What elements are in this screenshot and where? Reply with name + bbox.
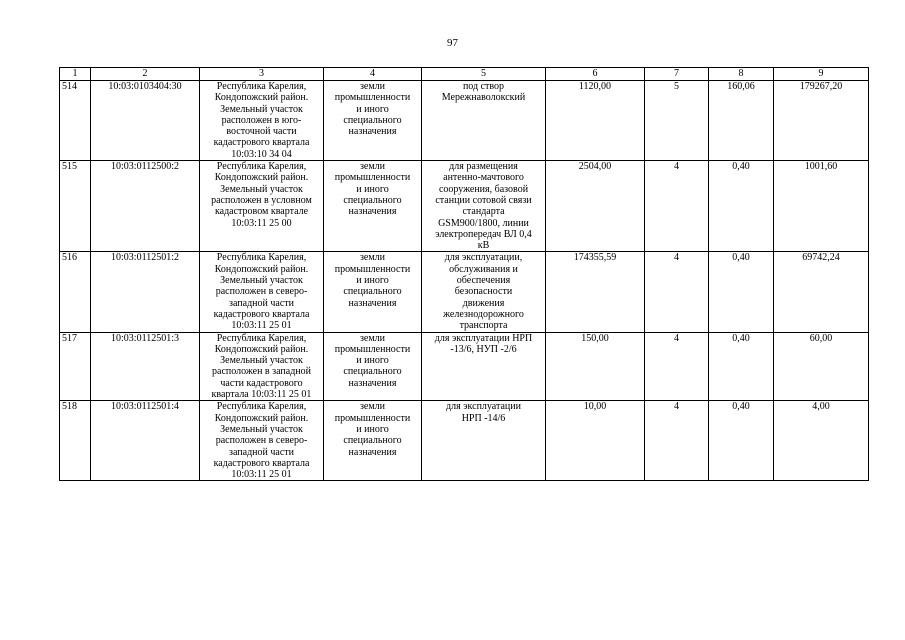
purpose-line: обеспечения	[456, 275, 511, 287]
table-row	[60, 401, 869, 481]
purpose-line: для размещения	[449, 161, 518, 173]
purpose-line: -13/6, НУП -2/6	[450, 343, 517, 355]
purpose-line: движения	[462, 297, 505, 309]
cadastral-number-cell: 10:03:0112501:3	[91, 332, 200, 401]
location-line: 10:03:11 25 01	[231, 469, 292, 481]
purpose-line: под створ	[462, 81, 505, 92]
location-line: кадастрового квартала	[213, 457, 310, 469]
location-line: Республика Карелия,	[216, 252, 307, 264]
purpose-line: стандарта	[462, 206, 505, 218]
purpose-cell	[422, 332, 546, 401]
purpose-line: станции сотовой связи	[435, 194, 532, 206]
location-line: Земельный участок	[220, 355, 303, 367]
column-8-cell: 0,40	[709, 161, 774, 252]
location-line: кадастрового квартала	[213, 308, 310, 320]
category-line: земли	[359, 252, 386, 264]
cadastral-number-cell: 10:03:0112501:4	[91, 401, 200, 481]
purpose-line: железнодорожного	[443, 308, 524, 320]
column-header-3: 3	[200, 68, 324, 81]
row-number-cell: 518	[60, 401, 91, 481]
category-line: специального	[343, 194, 402, 206]
category-line: земли	[359, 401, 386, 413]
column-header-9: 9	[774, 68, 869, 81]
column-9-cell: 69742,24	[774, 252, 869, 332]
row-number-cell: 516	[60, 252, 91, 332]
row-number-cell: 514	[60, 81, 91, 161]
column-header-8: 8	[709, 68, 774, 81]
category-line: промышленности	[334, 343, 411, 355]
category-line: специального	[343, 114, 402, 126]
column-header-5: 5	[422, 68, 546, 81]
purpose-line: GSM900/1800, линии	[438, 217, 529, 229]
location-cell	[200, 252, 324, 332]
column-header-7: 7	[645, 68, 709, 81]
location-line: квартала 10:03:11 25 01	[211, 389, 312, 401]
category-line: и иного	[356, 355, 389, 367]
location-line: кадастрового квартала	[213, 137, 310, 149]
purpose-line: Мережнаволокский	[441, 92, 526, 104]
location-line: Земельный участок	[220, 103, 303, 115]
category-line: специального	[343, 435, 402, 447]
table-row	[60, 252, 869, 332]
purpose-line: для эксплуатации	[446, 401, 521, 413]
purpose-line: электропередач ВЛ 0,4	[435, 228, 532, 240]
purpose-line: транспорта	[459, 320, 508, 332]
location-line: Кондопожский район.	[214, 172, 309, 184]
area-cell: 1120,00	[546, 81, 645, 161]
area-cell: 174355,59	[546, 252, 645, 332]
purpose-line: для эксплуатации НРП	[434, 332, 533, 344]
location-line: Кондопожский район.	[214, 92, 309, 104]
column-9-cell: 1001,60	[774, 161, 869, 252]
location-line: кадастровом квартале	[214, 206, 309, 218]
location-line: части кадастрового	[220, 377, 303, 389]
column-7-cell: 4	[645, 161, 709, 252]
category-line: промышленности	[334, 412, 411, 424]
column-8-cell: 0,40	[709, 252, 774, 332]
purpose-line: НРП -14/6	[461, 412, 506, 424]
category-line: и иного	[356, 103, 389, 115]
category-cell	[324, 161, 422, 252]
cadastral-number-cell: 10:03:0103404:30	[91, 81, 200, 161]
row-number-cell: 517	[60, 332, 91, 401]
column-9-cell: 4,00	[774, 401, 869, 481]
category-line: земли	[359, 161, 386, 173]
location-cell	[200, 332, 324, 401]
category-line: назначения	[348, 446, 397, 458]
location-line: 10:03:10 34 04	[231, 148, 292, 160]
purpose-line: кВ	[477, 240, 490, 252]
column-header-2: 2	[91, 68, 200, 81]
category-line: промышленности	[334, 172, 411, 184]
category-line: специального	[343, 286, 402, 298]
column-7-cell: 4	[645, 252, 709, 332]
category-line: назначения	[348, 377, 397, 389]
purpose-cell	[422, 252, 546, 332]
purpose-line: обслуживания и	[449, 263, 518, 275]
header-row	[60, 68, 869, 81]
location-line: расположен в северо-	[215, 435, 308, 447]
land-plots-table	[59, 67, 869, 481]
column-8-cell: 160,06	[709, 81, 774, 161]
column-header-4: 4	[324, 68, 422, 81]
category-line: назначения	[348, 297, 397, 309]
column-7-cell: 4	[645, 401, 709, 481]
location-line: расположен в северо-	[215, 286, 308, 298]
location-cell	[200, 161, 324, 252]
category-line: и иного	[356, 423, 389, 435]
column-header-1: 1	[60, 68, 91, 81]
category-line: земли	[359, 332, 386, 344]
category-line: специального	[343, 366, 402, 378]
location-line: Кондопожский район.	[214, 263, 309, 275]
location-line: Республика Карелия,	[216, 332, 307, 344]
category-line: назначения	[348, 126, 397, 138]
category-line: и иного	[356, 183, 389, 195]
location-cell	[200, 81, 324, 161]
location-line: 10:03:11 25 01	[231, 320, 292, 332]
column-8-cell: 0,40	[709, 332, 774, 401]
category-line: назначения	[348, 206, 397, 218]
category-line: земли	[359, 81, 386, 92]
purpose-line: для эксплуатации,	[444, 252, 523, 264]
column-7-cell: 5	[645, 81, 709, 161]
location-line: расположен в западной	[212, 366, 311, 378]
category-line: и иного	[356, 275, 389, 287]
purpose-line: безопасности	[454, 286, 513, 298]
column-7-cell: 4	[645, 332, 709, 401]
table-row	[60, 161, 869, 252]
location-line: восточной части	[226, 126, 297, 138]
location-line: Республика Карелия,	[216, 81, 307, 92]
location-line: Земельный участок	[220, 275, 303, 287]
location-line: Земельный участок	[220, 183, 303, 195]
table-row	[60, 332, 869, 401]
column-header-6: 6	[546, 68, 645, 81]
location-line: западной части	[229, 446, 294, 458]
category-line: промышленности	[334, 263, 411, 275]
column-8-cell: 0,40	[709, 401, 774, 481]
category-line: промышленности	[334, 92, 411, 104]
column-9-cell: 179267,20	[774, 81, 869, 161]
category-cell	[324, 81, 422, 161]
location-line: Кондопожский район.	[214, 343, 309, 355]
location-line: Кондопожский район.	[214, 412, 309, 424]
location-line: Земельный участок	[220, 423, 303, 435]
location-line: западной части	[229, 297, 294, 309]
category-cell	[324, 332, 422, 401]
location-cell	[200, 401, 324, 481]
area-cell: 2504,00	[546, 161, 645, 252]
area-cell: 10,00	[546, 401, 645, 481]
cadastral-number-cell: 10:03:0112501:2	[91, 252, 200, 332]
cadastral-number-cell: 10:03:0112500:2	[91, 161, 200, 252]
page-number: 97	[447, 37, 458, 49]
location-line: Республика Карелия,	[216, 161, 307, 173]
category-cell	[324, 401, 422, 481]
purpose-cell	[422, 81, 546, 161]
category-cell	[324, 252, 422, 332]
purpose-cell	[422, 401, 546, 481]
row-number-cell: 515	[60, 161, 91, 252]
area-cell: 150,00	[546, 332, 645, 401]
location-line: Республика Карелия,	[216, 401, 307, 413]
purpose-cell	[422, 161, 546, 252]
purpose-line: сооружения, базовой	[438, 183, 529, 195]
location-line: расположен в юго-	[221, 114, 302, 126]
location-line: расположен в условном	[211, 194, 312, 206]
table-body	[60, 81, 869, 481]
column-9-cell: 60,00	[774, 332, 869, 401]
location-line: 10:03:11 25 00	[231, 217, 292, 229]
purpose-line: антенно-мачтового	[443, 172, 524, 184]
table-row	[60, 81, 869, 161]
